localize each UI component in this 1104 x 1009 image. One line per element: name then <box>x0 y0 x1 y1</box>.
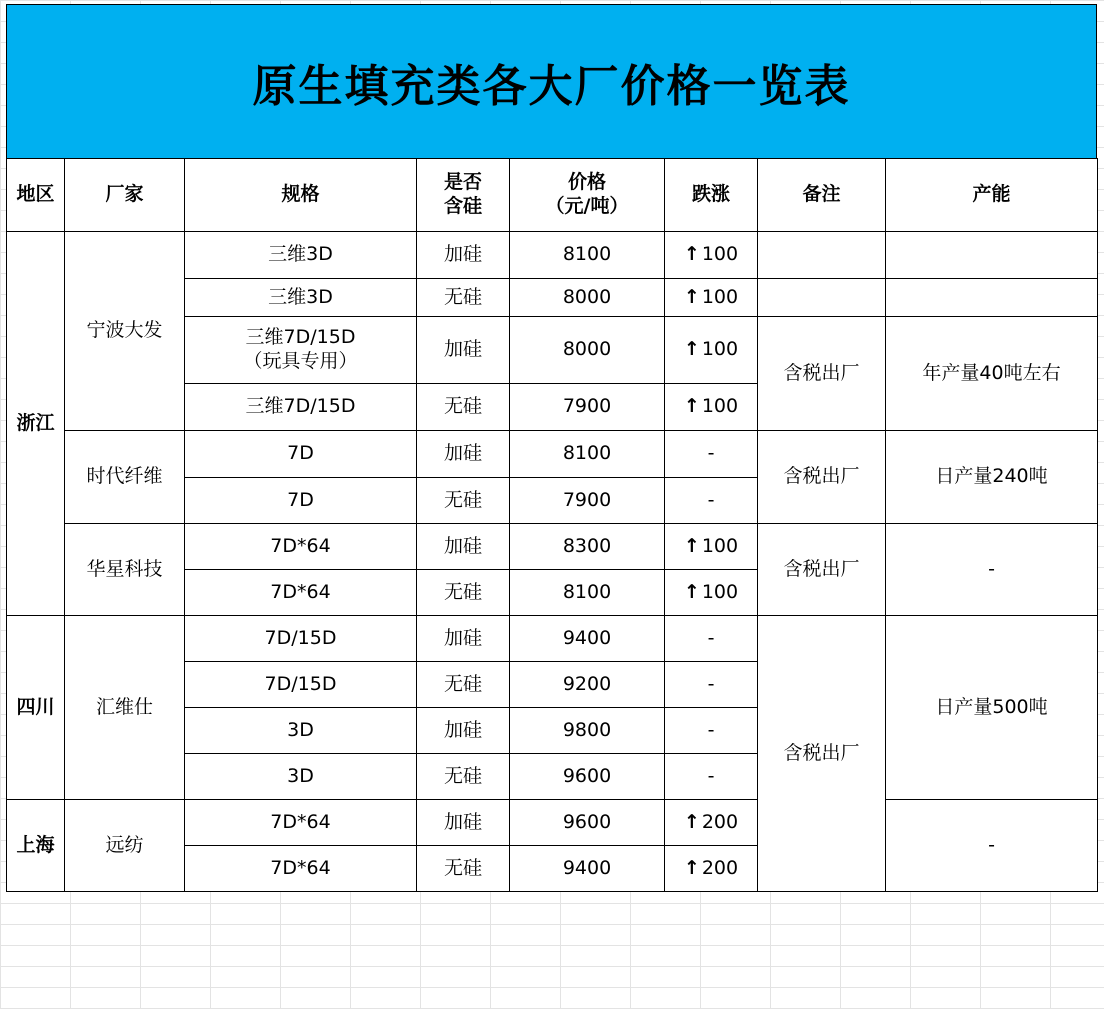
price-cell: 8100 <box>510 232 665 279</box>
price-cell: 9400 <box>510 616 665 662</box>
change-cell <box>665 317 758 384</box>
header-price-line2: （元/吨） <box>545 195 629 217</box>
silicon-cell: 加硅 <box>417 317 510 384</box>
silicon-cell: 无硅 <box>417 478 510 524</box>
note-cell: 含税出厂 <box>758 317 886 431</box>
spec-cell: 7D*64 <box>185 846 417 892</box>
capacity-cell: 日产量240吨 <box>886 431 1098 524</box>
price-cell: 8000 <box>510 317 665 384</box>
factory-cell: 汇维仕 <box>65 616 185 800</box>
region-cell: 浙江 <box>7 232 65 616</box>
header-region: 地区 <box>7 159 65 232</box>
price-cell: 8100 <box>510 570 665 616</box>
price-cell: 7900 <box>510 384 665 431</box>
change-cell <box>665 232 758 279</box>
capacity-cell: - <box>886 800 1098 892</box>
change-value: 100 <box>701 285 739 308</box>
spec-cell: 7D <box>185 431 417 478</box>
table-row <box>7 431 1098 478</box>
silicon-cell: 加硅 <box>417 800 510 846</box>
change-value: 100 <box>701 580 739 603</box>
arrow-up-icon: ↑ <box>683 285 700 308</box>
capacity-cell: - <box>886 524 1098 616</box>
note-cell: 含税出厂 <box>758 524 886 616</box>
price-cell: 9800 <box>510 708 665 754</box>
change-cell <box>665 800 758 846</box>
spec-cell: 7D*64 <box>185 524 417 570</box>
header-row <box>7 159 1098 232</box>
header-spec: 规格 <box>185 159 417 232</box>
change-cell <box>665 846 758 892</box>
arrow-up-icon: ↑ <box>683 580 700 603</box>
capacity-cell: 年产量40吨左右 <box>886 317 1098 431</box>
header-factory: 厂家 <box>65 159 185 232</box>
spec-cell: 3D <box>185 754 417 800</box>
region-cell: 四川 <box>7 616 65 800</box>
silicon-cell: 加硅 <box>417 431 510 478</box>
change-value: 100 <box>701 338 739 361</box>
silicon-cell: 无硅 <box>417 846 510 892</box>
price-cell: 7900 <box>510 478 665 524</box>
note-cell <box>758 279 886 317</box>
silicon-cell: 加硅 <box>417 524 510 570</box>
header-price <box>510 159 665 232</box>
header-silicon-line2: 含硅 <box>443 195 482 217</box>
silicon-cell: 加硅 <box>417 708 510 754</box>
silicon-cell: 加硅 <box>417 232 510 279</box>
change-cell: - <box>665 431 758 478</box>
header-silicon-line1: 是否 <box>443 171 482 194</box>
capacity-cell <box>886 232 1098 279</box>
spec-cell: 7D*64 <box>185 800 417 846</box>
price-cell: 9200 <box>510 662 665 708</box>
spec-cell: 7D/15D <box>185 662 417 708</box>
spec-cell: 7D/15D <box>185 616 417 662</box>
change-cell <box>665 524 758 570</box>
header-note: 备注 <box>758 159 886 232</box>
spec-line1: 三维7D/15D <box>245 326 356 349</box>
change-cell: - <box>665 478 758 524</box>
header-change: 跌涨 <box>665 159 758 232</box>
spec-cell: 7D*64 <box>185 570 417 616</box>
spec-cell: 三维3D <box>185 279 417 317</box>
silicon-cell: 无硅 <box>417 754 510 800</box>
spec-cell <box>185 317 417 384</box>
change-cell <box>665 384 758 431</box>
note-cell <box>758 232 886 279</box>
spec-line2: （玩具专用） <box>243 350 358 372</box>
table-row <box>7 800 1098 846</box>
arrow-up-icon: ↑ <box>683 395 700 418</box>
capacity-cell: 日产量500吨 <box>886 616 1098 800</box>
header-silicon <box>417 159 510 232</box>
factory-cell: 远纺 <box>65 800 185 892</box>
spec-cell: 三维7D/15D <box>185 384 417 431</box>
silicon-cell: 无硅 <box>417 384 510 431</box>
title-banner <box>6 4 1097 159</box>
arrow-up-icon: ↑ <box>683 810 700 833</box>
silicon-cell: 加硅 <box>417 616 510 662</box>
change-value: 200 <box>701 810 739 833</box>
change-cell <box>665 570 758 616</box>
header-capacity: 产能 <box>886 159 1098 232</box>
price-cell: 8100 <box>510 431 665 478</box>
change-value: 100 <box>701 534 739 557</box>
change-cell <box>665 279 758 317</box>
region-cell: 上海 <box>7 800 65 892</box>
silicon-cell: 无硅 <box>417 570 510 616</box>
price-cell: 9400 <box>510 846 665 892</box>
table-row <box>7 524 1098 570</box>
spec-cell: 3D <box>185 708 417 754</box>
factory-cell: 宁波大发 <box>65 232 185 431</box>
change-value: 100 <box>701 395 739 418</box>
note-cell: 含税出厂 <box>758 431 886 524</box>
arrow-up-icon: ↑ <box>683 534 700 557</box>
price-cell: 8300 <box>510 524 665 570</box>
page-title: 原生填充类各大厂价格一览表 <box>252 60 851 112</box>
arrow-up-icon: ↑ <box>683 338 700 361</box>
factory-cell: 华星科技 <box>65 524 185 616</box>
table-row <box>7 232 1098 279</box>
spec-cell: 三维3D <box>185 232 417 279</box>
change-cell: - <box>665 616 758 662</box>
change-value: 100 <box>701 243 739 266</box>
silicon-cell: 无硅 <box>417 279 510 317</box>
price-table <box>6 158 1098 892</box>
spec-cell: 7D <box>185 478 417 524</box>
capacity-cell <box>886 279 1098 317</box>
price-cell: 9600 <box>510 754 665 800</box>
silicon-cell: 无硅 <box>417 662 510 708</box>
note-cell: 含税出厂 <box>758 616 886 892</box>
change-cell: - <box>665 754 758 800</box>
change-cell: - <box>665 662 758 708</box>
price-cell: 8000 <box>510 279 665 317</box>
header-price-line1: 价格 <box>567 171 606 194</box>
arrow-up-icon: ↑ <box>683 856 700 879</box>
factory-cell: 时代纤维 <box>65 431 185 524</box>
price-cell: 9600 <box>510 800 665 846</box>
change-value: 200 <box>701 856 739 879</box>
arrow-up-icon: ↑ <box>683 243 700 266</box>
change-cell: - <box>665 708 758 754</box>
table-row <box>7 616 1098 662</box>
